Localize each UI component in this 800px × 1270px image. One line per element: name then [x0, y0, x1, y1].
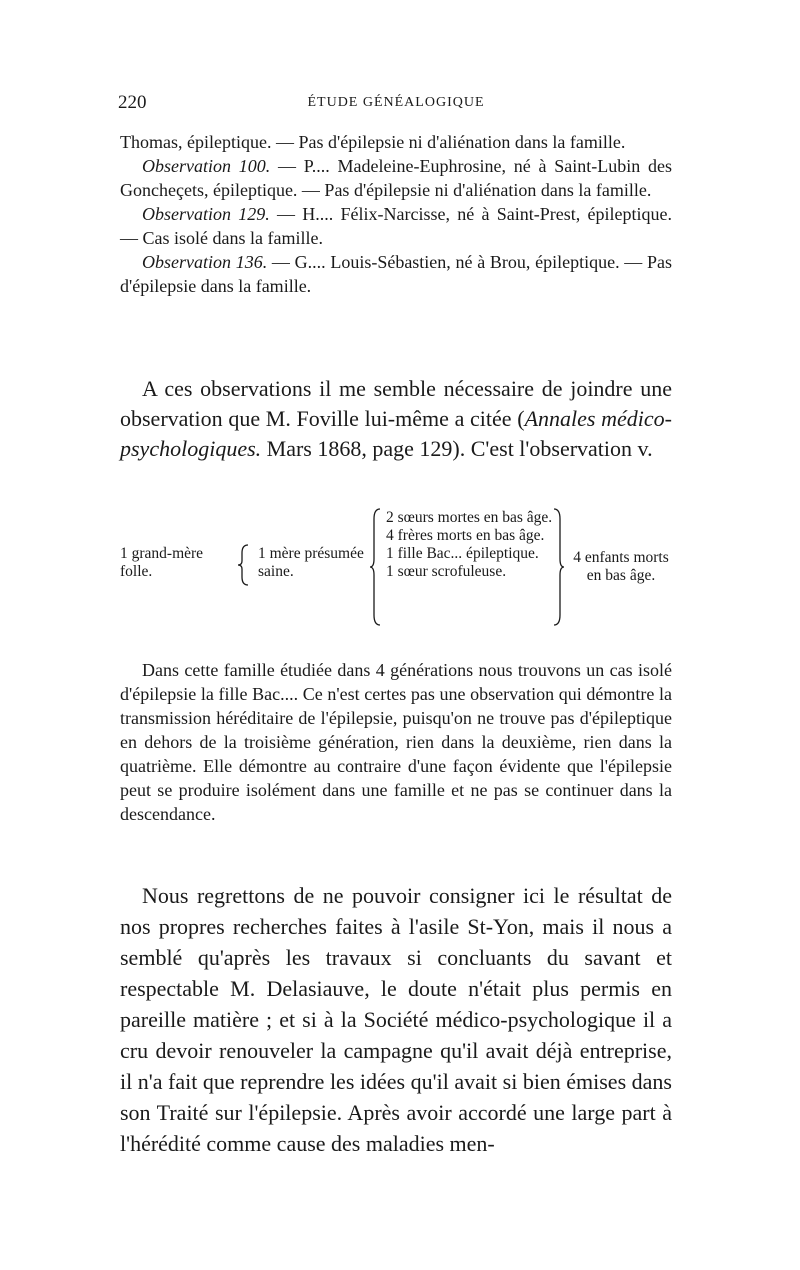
observation-100 — [120, 154, 672, 202]
tree-entry: 1 fille Bac... épileptique. — [386, 545, 539, 562]
brace-right — [552, 507, 564, 627]
intro-before: A ces observations il me semble nécessaire de joindre une observation que M. Foville lui-même a citée ( — [120, 376, 672, 431]
observation-129 — [120, 202, 672, 250]
journal-title: Annales médico-psychologiques. — [120, 406, 673, 461]
tree-generation-3 — [386, 509, 554, 581]
observation-label: Observation 129. — [142, 204, 270, 224]
brace-left — [370, 507, 382, 627]
tree-generation-4: 4 enfants morts en bas âge. — [573, 549, 669, 584]
observation-text: Thomas, épileptique. — Pas d'épilepsie ni d'aliénation dans la famille. — [120, 132, 626, 152]
brace-left — [238, 543, 250, 587]
family-tree — [120, 505, 680, 635]
observation-continued — [120, 130, 672, 154]
page-header — [118, 92, 674, 116]
observation-text: — H.... Félix-Narcisse, né à Saint-Prest, épileptique. — Cas isolé dans la famille. — [120, 204, 672, 248]
tree-entry: 2 sœurs mortes en bas âge. — [386, 509, 553, 526]
intro-after: Mars 1868, page 129). C'est l'observation v. — [261, 436, 653, 461]
conclusion-paragraph — [120, 880, 672, 1159]
observation-label: Observation 100. — [142, 156, 271, 176]
page-number: 220 — [118, 92, 147, 113]
observations-list — [120, 130, 672, 298]
tree-entry: 4 frères morts en bas âge. — [386, 527, 545, 544]
commentary-paragraph — [120, 658, 672, 826]
observation-text: — G.... Louis-Sébastien, né à Brou, épileptique. — Pas d'épilepsie dans la famille. — [120, 252, 672, 296]
commentary-text: Dans cette famille étudiée dans 4 générations nous trouvons un cas isolé d'épilepsie la fille Bac.... Ce n'est certes pas une observation qui démontre la transmission héréditaire de l'épilepsie, puisqu'on ne trouve pas d'épileptique en dehors de la troisième génération, rien dans la deuxième, rien dans la quatrième. Elle démontre au contraire d'une façon évidente que l'épilepsie peut se produire isolément dans une famille et ne pas se continuer dans la descendance. — [120, 660, 672, 824]
tree-entry: 1 sœur scrofuleuse. — [386, 563, 507, 580]
intro-paragraph — [120, 374, 672, 464]
tree-generation-1: 1 grand-mère folle. — [120, 545, 204, 580]
conclusion-text: Nous regrettons de ne pouvoir consigner ici le résultat de nos propres recherches faites à l'asile St-Yon, mais il nous a semblé qu'après les travaux si concluants du savant et respectable M. Delasiauve, le doute n'était plus permis en pareille matière ; et si à la Société médico-psychologique il a cru devoir renouveler la campagne qu'il avait déjà entreprise, il n'a fait que reprendre les idées qu'il avait si bien émises dans son Traité sur l'épilepsie. Après avoir accordé une large part à l'hérédité comme cause des maladies men- — [120, 883, 672, 1156]
observation-136 — [120, 250, 672, 298]
tree-generation-2: 1 mère présumée saine. — [258, 545, 364, 580]
running-title: ÉTUDE GÉNÉALOGIQUE — [307, 95, 485, 110]
observation-label: Observation 136. — [142, 252, 268, 272]
observation-text: — P.... Madeleine-Euphrosine, né à Saint-Lubin des Goncheçets, épileptique. — Pas d'épilepsie ni d'aliénation dans la famille. — [120, 156, 672, 200]
